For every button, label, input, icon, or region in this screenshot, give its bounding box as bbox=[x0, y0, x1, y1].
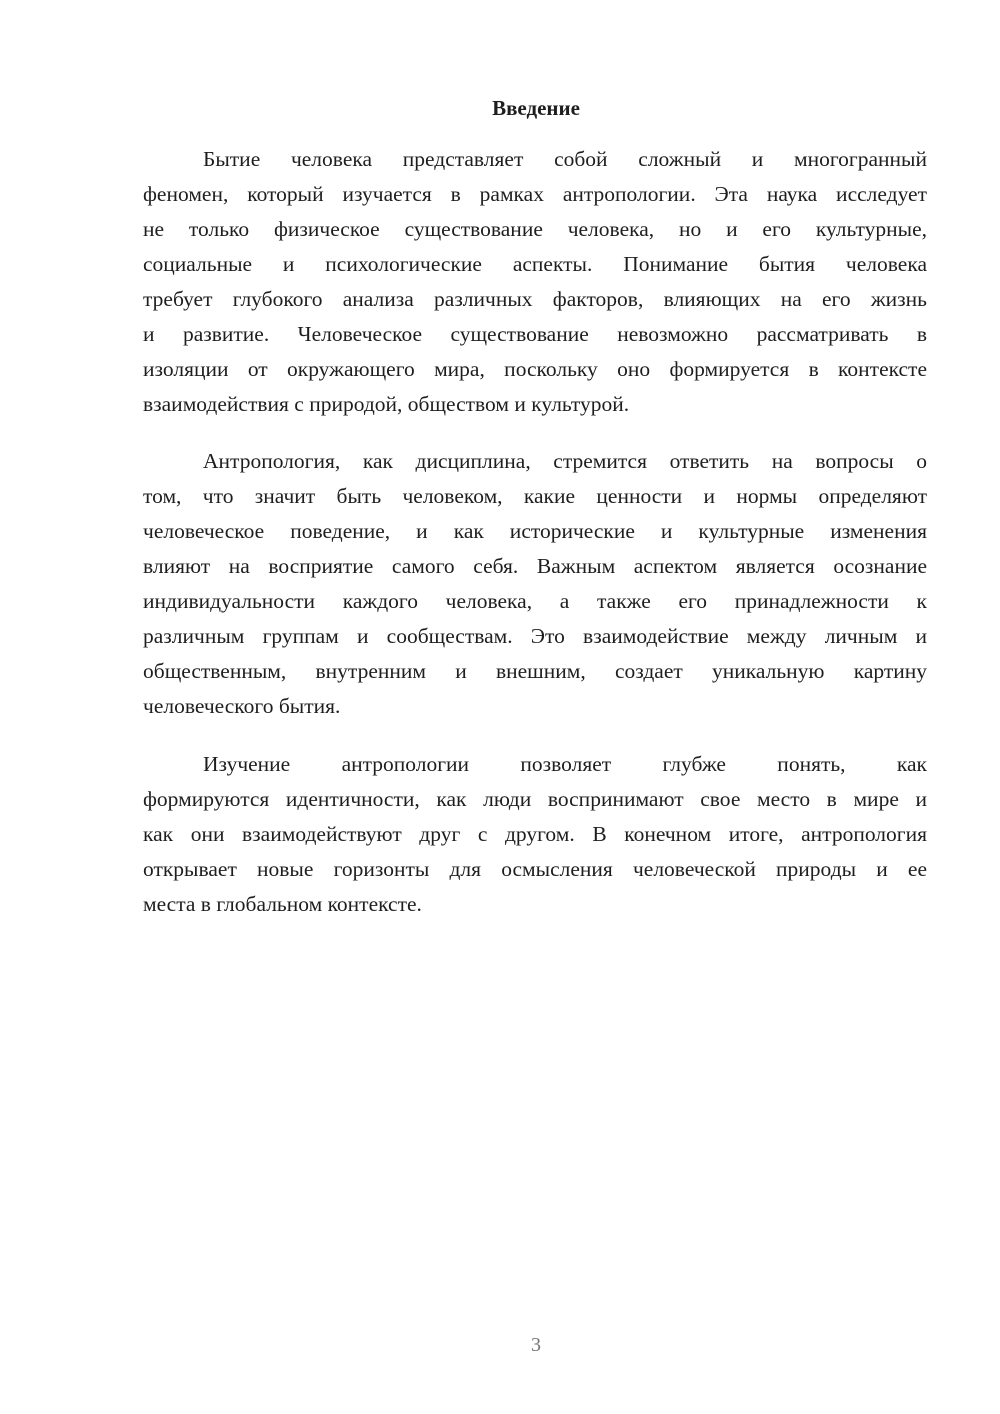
text-line: места в глобальном контексте. bbox=[143, 892, 422, 916]
text-line: не только физическое существование человека, но и его культурные, bbox=[143, 217, 927, 241]
text-line: индивидуальности каждого человека, а также его принадлежности к bbox=[143, 589, 927, 613]
text-line: и развитие. Человеческое существование невозможно рассматривать в bbox=[143, 322, 927, 346]
section-title: Введение bbox=[492, 96, 580, 120]
paragraph-2 bbox=[143, 444, 927, 724]
text-line: Бытие человека представляет собой сложный и многогранный bbox=[203, 147, 927, 171]
text-line: как они взаимодействуют друг с другом. В конечном итоге, антропология bbox=[143, 822, 927, 846]
text-line: Изучение антропологии позволяет глубже понять, как bbox=[203, 752, 927, 776]
text-line: социальные и психологические аспекты. Понимание бытия человека bbox=[143, 252, 927, 276]
text-line: взаимодействия с природой, обществом и культурой. bbox=[143, 392, 630, 416]
paragraph-3 bbox=[143, 747, 927, 922]
text-line: человеческое поведение, и как исторические и культурные изменения bbox=[143, 519, 927, 543]
page-number: 3 bbox=[531, 1334, 541, 1356]
text-line: феномен, который изучается в рамках антропологии. Эта наука исследует bbox=[143, 182, 927, 206]
text-line: изоляции от окружающего мира, поскольку оно формируется в контексте bbox=[143, 357, 927, 381]
text-line: общественным, внутренним и внешним, создает уникальную картину bbox=[143, 659, 927, 683]
text-line: влияют на восприятие самого себя. Важным аспектом является осознание bbox=[143, 554, 927, 578]
text-line: формируются идентичности, как люди воспринимают свое место в мире и bbox=[143, 787, 927, 811]
text-line: том, что значит быть человеком, какие ценности и нормы определяют bbox=[143, 484, 927, 508]
text-line: Антропология, как дисциплина, стремится ответить на вопросы о bbox=[203, 449, 927, 473]
text-line: требует глубокого анализа различных факторов, влияющих на его жизнь bbox=[143, 287, 927, 311]
text-line: различным группам и сообществам. Это взаимодействие между личным и bbox=[143, 624, 927, 648]
text-line: открывает новые горизонты для осмысления человеческой природы и ее bbox=[143, 857, 927, 881]
paragraph-1 bbox=[143, 142, 927, 422]
text-line: человеческого бытия. bbox=[143, 694, 341, 718]
